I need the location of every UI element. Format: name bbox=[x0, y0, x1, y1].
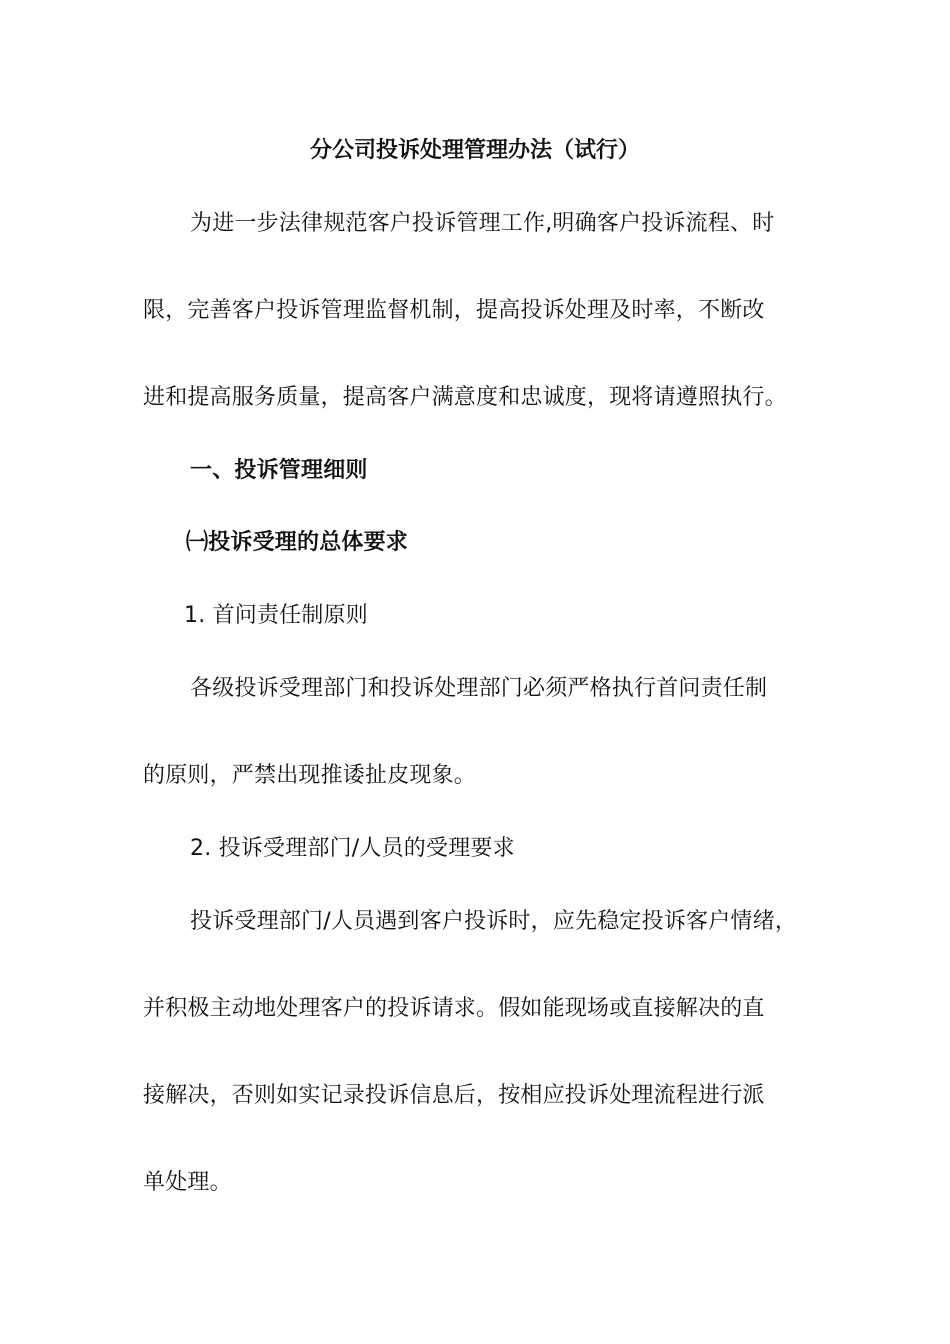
intro-line-2: 限，完善客户投诉管理监督机制，提高投诉处理及时率，不断改 bbox=[143, 298, 765, 323]
item-1-line-1: 各级投诉受理部门和投诉处理部门必须严格执行首问责任制 bbox=[190, 676, 768, 701]
item-2-line-2: 并积极主动地处理客户的投诉请求。假如能现场或直接解决的直 bbox=[143, 996, 765, 1021]
subsection-heading: ㈠投诉受理的总体要求 bbox=[186, 530, 409, 555]
section-heading: 一、投诉管理细则 bbox=[190, 458, 368, 483]
item-1-heading: 1. 首问责任制原则 bbox=[184, 603, 368, 628]
item-2-line-4: 单处理。 bbox=[143, 1170, 232, 1195]
item-1-line-2: 的原则，严禁出现推诿扯皮现象。 bbox=[143, 763, 477, 788]
item-2-heading: 2. 投诉受理部门/人员的受理要求 bbox=[190, 836, 515, 861]
item-2-line-1: 投诉受理部门/人员遇到客户投诉时，应先稳定投诉客户情绪， bbox=[190, 909, 798, 934]
intro-line-1: 为进一步法律规范客户投诉管理工作,明确客户投诉流程、时 bbox=[190, 211, 775, 236]
item-2-line-3: 接解决，否则如实记录投诉信息后，按相应投诉处理流程进行派 bbox=[143, 1083, 765, 1108]
intro-line-3: 进和提高服务质量，提高客户满意度和忠诚度，现将请遵照执行。 bbox=[143, 385, 787, 410]
document-title: 分公司投诉处理管理办法（试行） bbox=[309, 138, 640, 163]
